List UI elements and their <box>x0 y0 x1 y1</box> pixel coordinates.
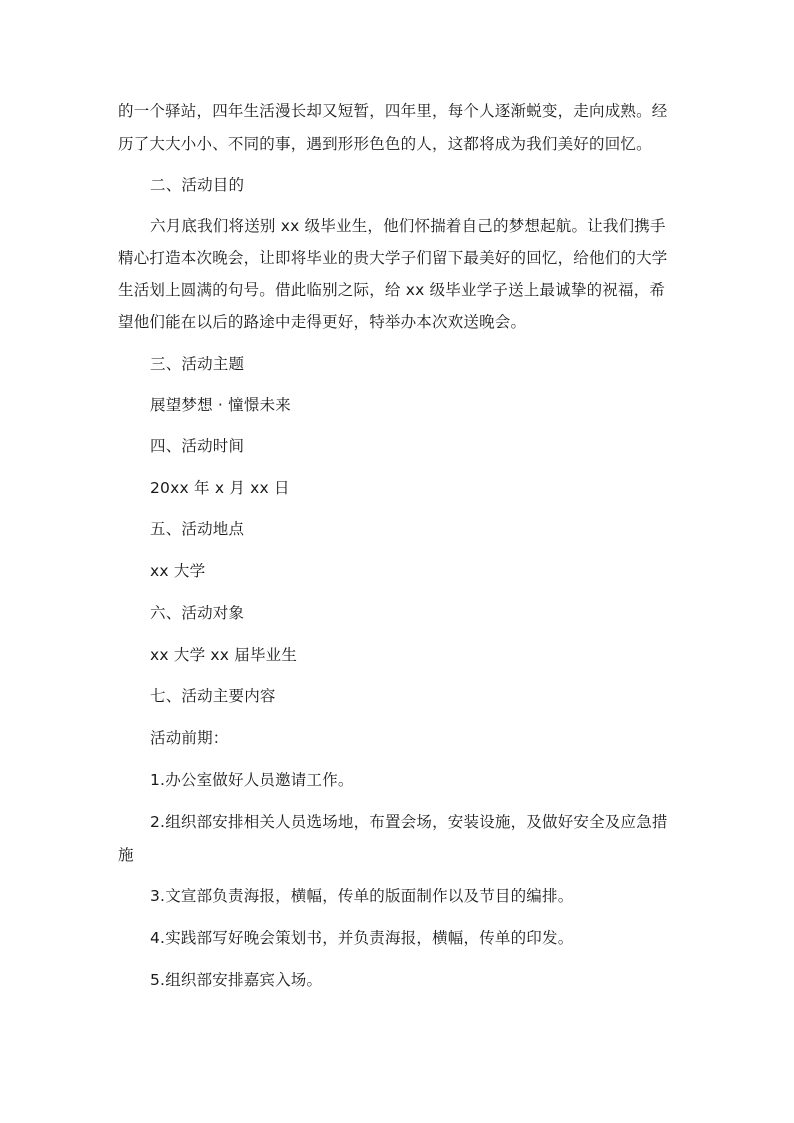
list-item-3: 3.文宣部负责海报，横幅，传单的版面制作以及节目的编排。 <box>150 887 574 905</box>
section-heading-purpose: 二、活动目的 <box>150 176 245 194</box>
section-heading-time: 四、活动时间 <box>150 437 245 455</box>
intro-line-2: 历了大大小小、不同的事，遇到形形色色的人，这都将成为我们美好的回忆。 <box>118 135 652 153</box>
intro-line-1: 的一个驿站，四年生活漫长却又短暂，四年里，每个人逐渐蜕变，走向成熟。经 <box>118 102 668 120</box>
list-item-1: 1.办公室做好人员邀请工作。 <box>150 771 354 789</box>
section-heading-content: 七、活动主要内容 <box>150 687 276 705</box>
time-text: 20xx 年 x 月 xx 日 <box>150 479 290 497</box>
audience-text: xx 大学 xx 届毕业生 <box>150 646 298 664</box>
section-heading-place: 五、活动地点 <box>150 520 245 538</box>
list-item-5: 5.组织部安排嘉宾入场。 <box>150 971 323 989</box>
preparation-label: 活动前期： <box>150 729 229 747</box>
theme-text: 展望梦想 · 憧憬未来 <box>150 396 291 414</box>
purpose-line-4: 望他们能在以后的路途中走得更好，特举办本次欢送晚会。 <box>118 313 527 331</box>
place-text: xx 大学 <box>150 562 206 580</box>
purpose-line-1: 六月底我们将送别 xx 级毕业生，他们怀揣着自己的梦想起航。让我们携手 <box>150 217 666 235</box>
section-heading-theme: 三、活动主题 <box>150 355 245 373</box>
list-item-2-line-2: 施 <box>118 846 134 864</box>
purpose-line-3: 生活划上圆满的句号。借此临别之际，给 xx 级毕业学子送上最诚挚的祝福，希 <box>118 281 666 299</box>
purpose-line-2: 精心打造本次晚会，让即将毕业的贵大学子们留下最美好的回忆，给他们的大学 <box>118 249 668 267</box>
section-heading-audience: 六、活动对象 <box>150 604 245 622</box>
list-item-2-line-1: 2.组织部安排相关人员选场地，布置会场，安装设施，及做好安全及应急措 <box>150 813 668 831</box>
list-item-4: 4.实践部写好晚会策划书，并负责海报，横幅，传单的印发。 <box>150 929 574 947</box>
